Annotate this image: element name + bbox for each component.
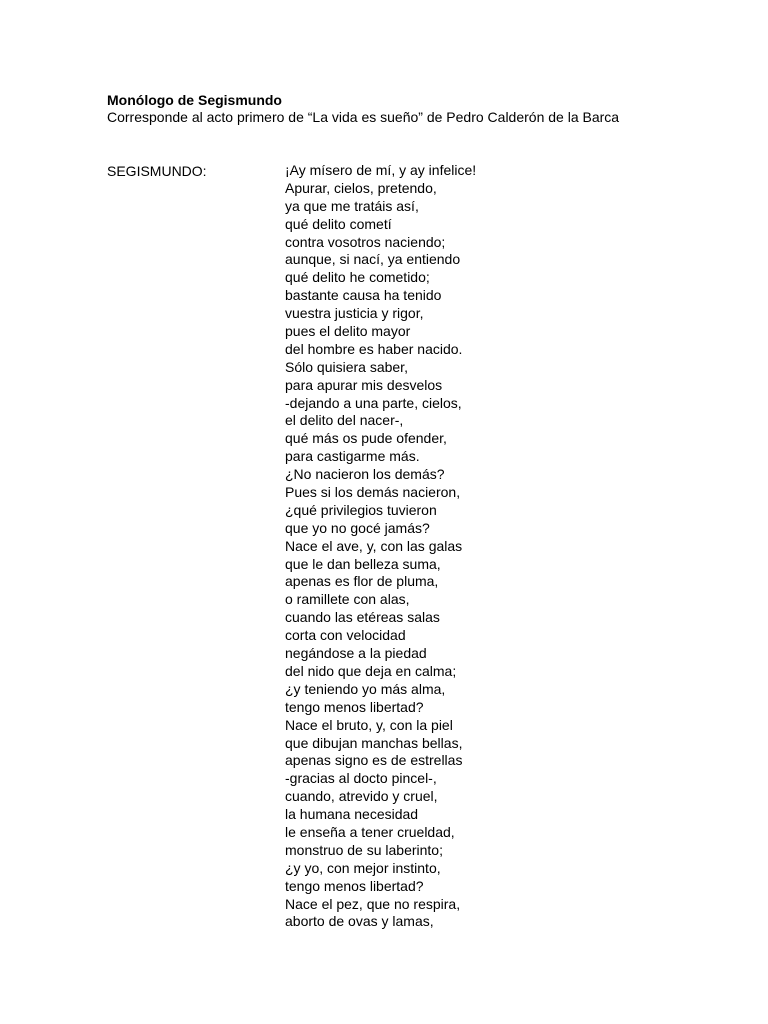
verse-line: el delito del nacer-, (285, 412, 404, 429)
verse-line: ¡Ay mísero de mí, y ay infelice! (285, 162, 477, 178)
verse-line: qué delito cometí (285, 215, 392, 232)
verse-line: ¿y yo, con mejor instinto, (285, 859, 441, 876)
verse-line: pues el delito mayor (285, 323, 411, 340)
verse-line: bastante causa ha tenido (285, 287, 442, 304)
verse-line: del nido que deja en calma; (285, 662, 457, 679)
verse-line: que dibujan manchas bellas, (285, 734, 463, 751)
verse-line: Apurar, cielos, pretendo, (285, 179, 437, 196)
verse-line: corta con velocidad (285, 627, 406, 644)
document-title: Monólogo de Segismundo (107, 92, 282, 108)
verse-line: apenas es flor de pluma, (285, 573, 439, 590)
verse-line: cuando, atrevido y cruel, (285, 788, 438, 805)
verse-line: aunque, si nací, ya entiendo (285, 251, 461, 268)
verse-line: monstruo de su laberinto; (285, 841, 443, 858)
verse-line: ¿No nacieron los demás? (285, 466, 445, 483)
verse-line: Sólo quisiera saber, (285, 358, 408, 375)
verse-line: o ramillete con alas, (285, 591, 410, 608)
verse-line: tengo menos libertad? (285, 877, 424, 894)
verse-line: para castigarme más. (285, 448, 420, 465)
verse-line: le enseña a tener crueldad, (285, 823, 455, 840)
verse-line: vuestra justicia y rigor, (285, 305, 424, 322)
verse-line: Nace el bruto, y, con la piel (285, 716, 453, 733)
verse-line: del hombre es haber nacido. (285, 340, 463, 357)
verse-line: -dejando a una parte, cielos, (285, 394, 462, 411)
verse-line: cuando las etéreas salas (285, 609, 440, 626)
verse-line: tengo menos libertad? (285, 698, 424, 715)
verse-line: negándose a la piedad (285, 645, 427, 662)
speaker-name: SEGISMUNDO: (107, 163, 207, 179)
verse-line: ¿y teniendo yo más alma, (285, 680, 446, 697)
verse-line: contra vosotros naciendo; (285, 233, 446, 250)
verse-line: qué más os pude ofender, (285, 430, 447, 447)
verse-line: Pues si los demás nacieron, (285, 484, 461, 501)
verse-line: aborto de ovas y lamas, (285, 913, 434, 930)
verse-line: apenas signo es de estrellas (285, 752, 463, 769)
verse-line: ya que me tratáis así, (285, 197, 419, 214)
verse-line: para apurar mis desvelos (285, 376, 443, 393)
verse-line: la humana necesidad (285, 806, 419, 823)
verse-line: ¿qué privilegios tuvieron (285, 501, 437, 518)
document-subtitle: Corresponde al acto primero de “La vida es sueño” de Pedro Calderón de la Barca (107, 109, 620, 125)
verse-line: que le dan belleza suma, (285, 555, 441, 572)
verse-list (285, 162, 476, 931)
verse-line: qué delito he cometido; (285, 269, 430, 286)
verse-line: -gracias al docto pincel-, (285, 770, 437, 787)
verse-line: que yo no gocé jamás? (285, 519, 430, 536)
verse-line: Nace el pez, que no respira, (285, 895, 461, 912)
verse-line: Nace el ave, y, con las galas (285, 537, 463, 554)
